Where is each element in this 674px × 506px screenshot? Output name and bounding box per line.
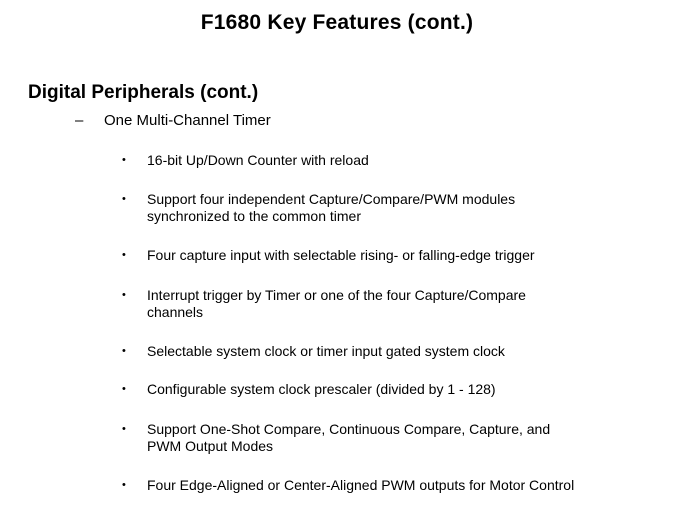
sub-item-dash: – bbox=[75, 112, 84, 129]
bullet-marker: • bbox=[122, 154, 126, 166]
bullet-marker: • bbox=[122, 249, 126, 261]
bullet-marker: • bbox=[122, 193, 126, 205]
bullet-text: Support four independent Capture/Compare/PWM modules synchronized to the common timer bbox=[147, 191, 516, 224]
slide-title: F1680 Key Features (cont.) bbox=[200, 11, 474, 34]
bullet-text: Configurable system clock prescaler (divided by 1 - 128) bbox=[147, 381, 496, 397]
bullet-marker: • bbox=[122, 289, 126, 301]
bullet-text: Interrupt trigger by Timer or one of the four Capture/Compare channels bbox=[147, 287, 526, 320]
bullet-marker: • bbox=[122, 479, 126, 491]
bullet-marker: • bbox=[122, 423, 126, 435]
bullet-text: 16-bit Up/Down Counter with reload bbox=[147, 152, 369, 168]
bullet-marker: • bbox=[122, 345, 126, 357]
bullet-marker: • bbox=[122, 383, 126, 395]
bullet-text: Selectable system clock or timer input gated system clock bbox=[147, 343, 505, 359]
bullet-text: Four Edge-Aligned or Center-Aligned PWM outputs for Motor Control bbox=[147, 477, 575, 493]
bullet-text: Four capture input with selectable rising- or falling-edge trigger bbox=[147, 247, 535, 263]
bullet-text: Support One-Shot Compare, Continuous Compare, Capture, and PWM Output Modes bbox=[147, 421, 551, 454]
sub-item-label: One Multi-Channel Timer bbox=[104, 112, 271, 129]
section-heading: Digital Peripherals (cont.) bbox=[28, 82, 259, 103]
